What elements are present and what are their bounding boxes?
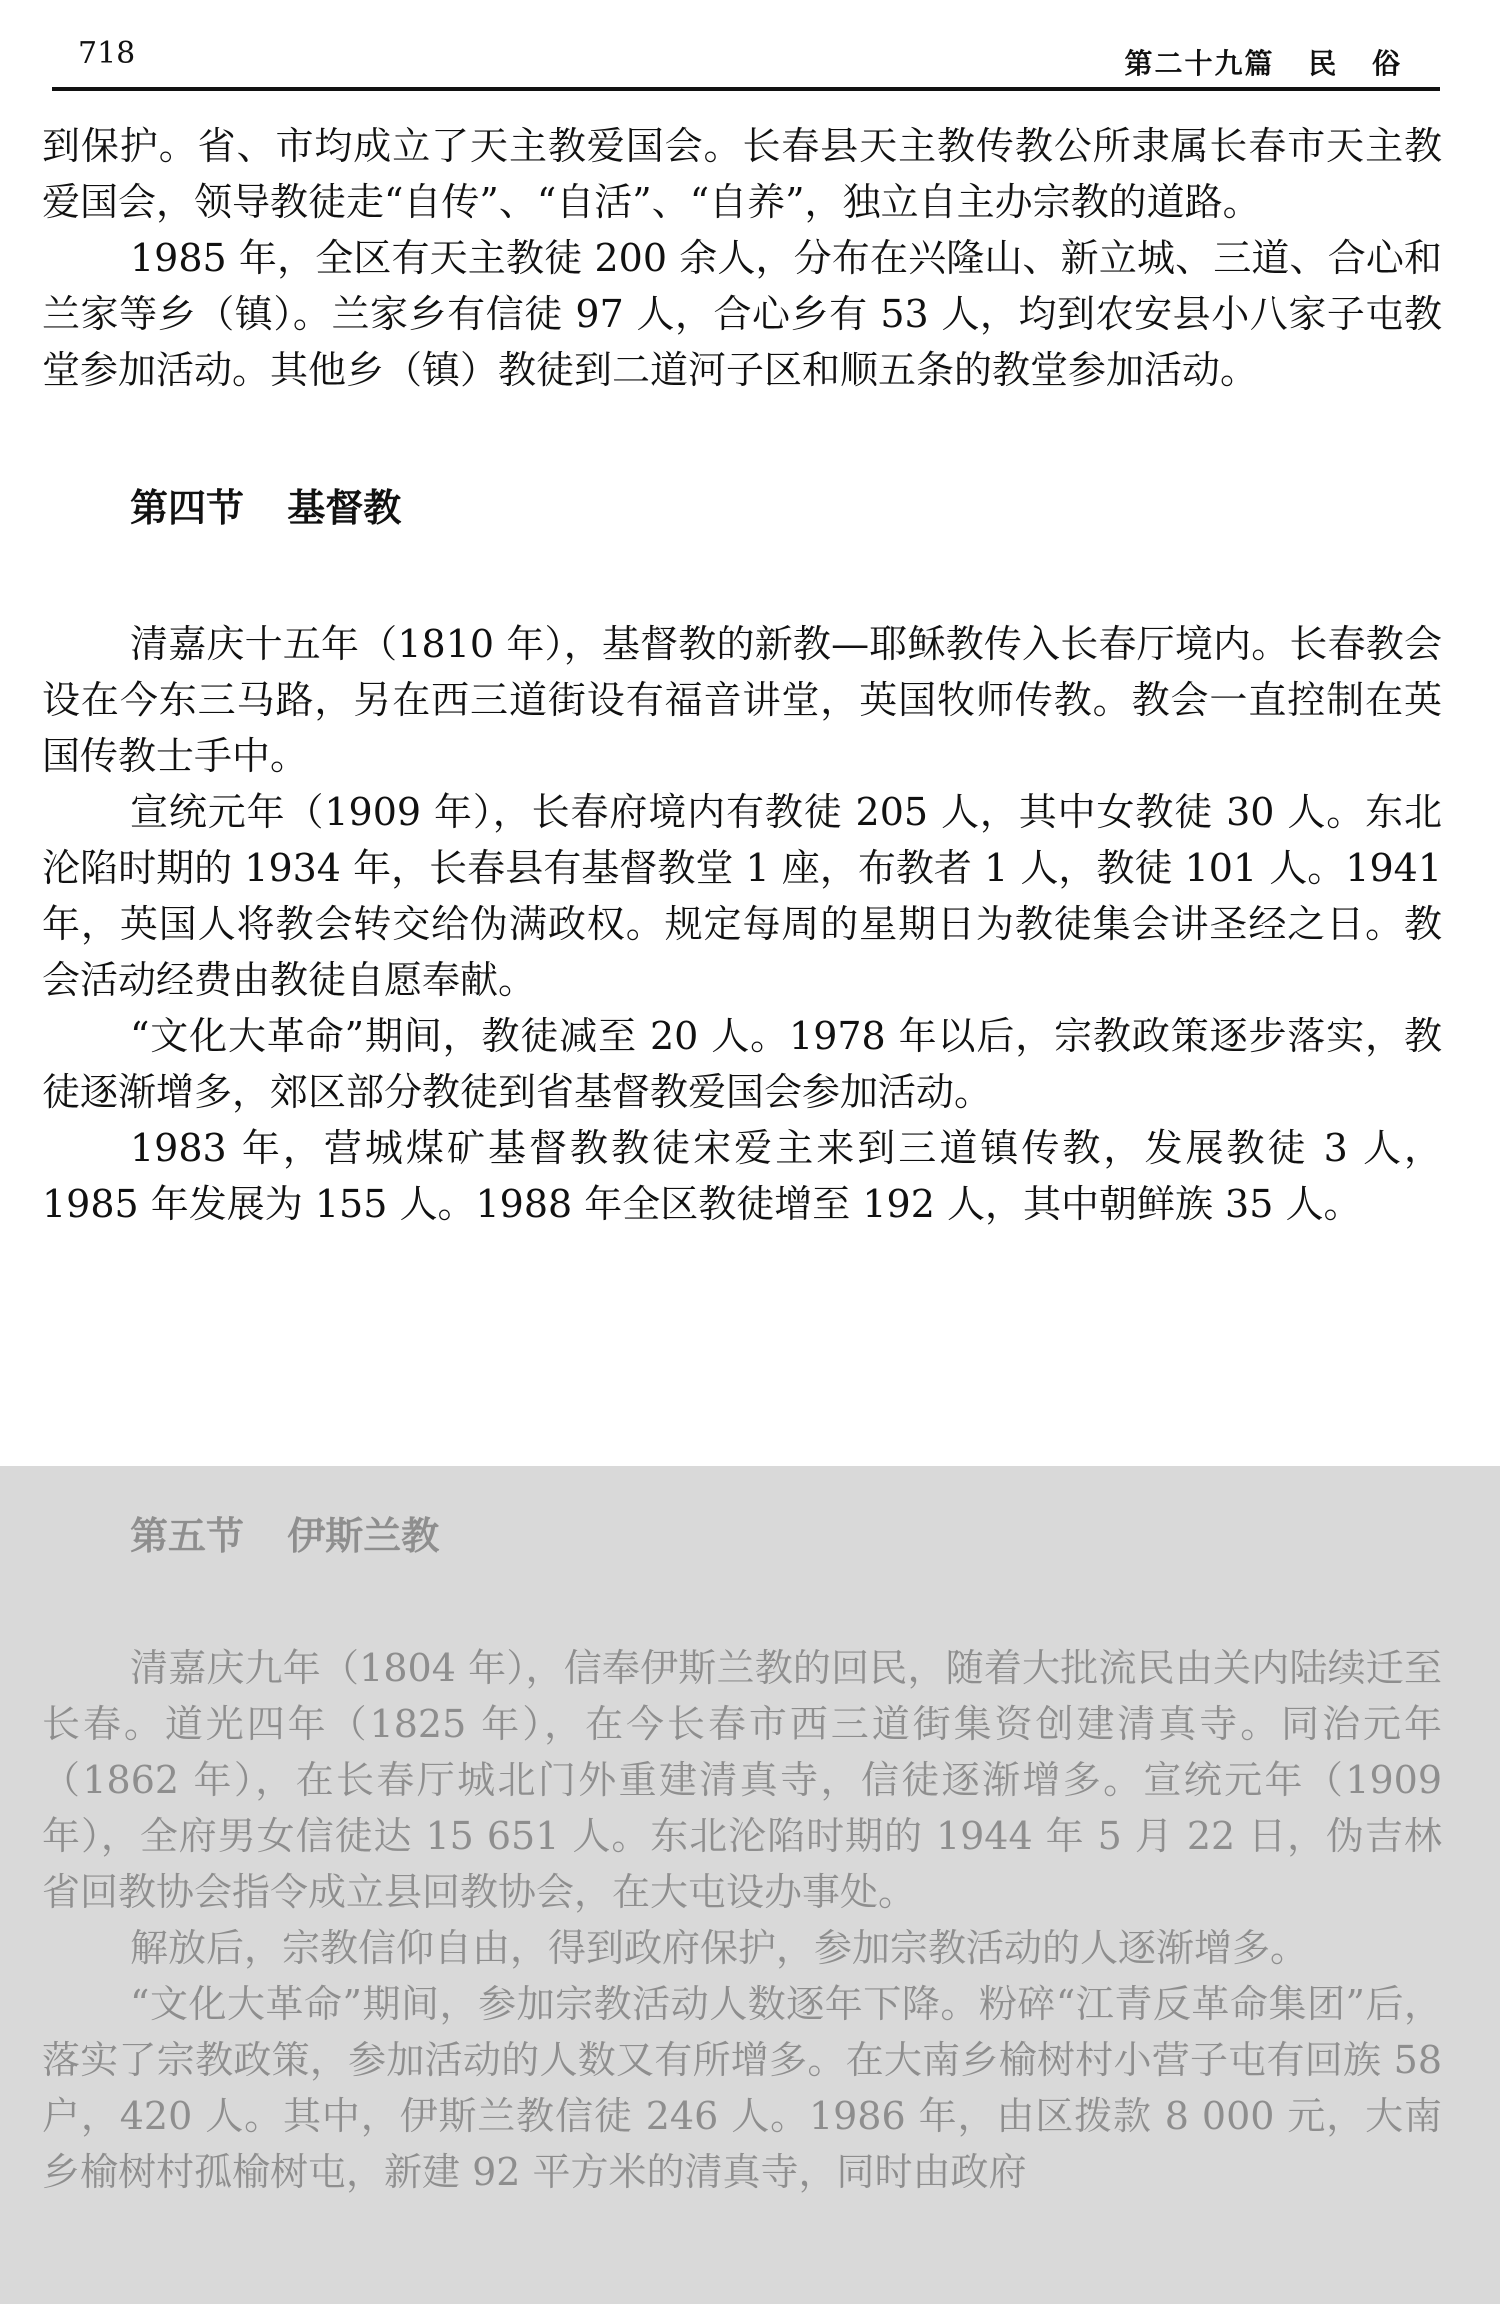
paragraph: “文化大革命”期间，教徒减至 20 人。1978 年以后，宗教政策逐步落实，教徒逐渐增多，郊区部分教徒到省基督教爱国会参加活动。 — [42, 1014, 1442, 1114]
paragraph: 宣统元年（1909 年），长春府境内有教徒 205 人，其中女教徒 30 人。东北沦陷时期的 1934 年，长春县有基督教堂 1 座，布教者 1 人，教徒 101 人。1941 年，英国人将教会转交给伪满政权。规定每周的星期日为教徒集会讲圣经之日。教会活动经费由教徒自愿奉献。 — [42, 790, 1442, 1002]
paragraph: “文化大革命”期间，参加宗教活动人数逐年下降。粉碎“江青反革命集团”后，落实了宗教政策，参加活动的人数又有所增多。在大南乡榆树村小营子屯有回族 58 户，420 人。其中，伊斯兰教信徒 246 人。1986 年，由区拨款 8 000 元，大南乡榆树村孤榆树屯，新建 92 平方米的清真寺，同时由政府 — [42, 1982, 1442, 2194]
paragraph: 清嘉庆十五年（1810 年），基督教的新教—耶稣教传入长春厅境内。长春教会设在今东三马路，另在西三道街设有福音讲堂，英国牧师传教。教会一直控制在英国传教士手中。 — [42, 622, 1442, 778]
paragraph: 1985 年，全区有天主教徒 200 余人，分布在兴隆山、新立城、三道、合心和兰家等乡（镇）。兰家乡有信徒 97 人，合心乡有 53 人，均到农安县小八家子屯教堂参加活动。其他乡（镇）教徒到二道河子区和顺五条的教堂参加活动。 — [42, 236, 1442, 392]
shaded-region — [0, 1466, 1500, 2304]
section-title: 第四节 基督教 — [130, 486, 402, 530]
paragraph: 1983 年，营城煤矿基督教教徒宋爱主来到三道镇传教，发展教徒 3 人，1985 年发展为 155 人。1988 年全区教徒增至 192 人，其中朝鲜族 35 人。 — [42, 1126, 1442, 1226]
shaded-body — [42, 1508, 1442, 2200]
running-title: 第二十九篇 民 俗 — [1124, 47, 1402, 80]
page-body — [42, 118, 1442, 1232]
section-title: 第五节 伊斯兰教 — [130, 1514, 440, 1558]
paragraph: 清嘉庆九年（1804 年），信奉伊斯兰教的回民，随着大批流民由关内陆续迁至长春。道光四年（1825 年），在今长春市西三道街集资创建清真寺。同治元年（1862 年），在长春厅城北门外重建清真寺，信徒逐渐增多。宣统元年（1909 年），全府男女信徒达 15 651 人。东北沦陷时期的 1944 年 5 月 22 日，伪吉林省回教协会指令成立县回教协会，在大屯设办事处。 — [42, 1646, 1442, 1914]
page-header — [52, 32, 1440, 91]
paragraph: 解放后，宗教信仰自由，得到政府保护，参加宗教活动的人逐渐增多。 — [130, 1926, 1309, 1970]
page-number: 718 — [78, 36, 136, 71]
paragraph: 到保护。省、市均成立了天主教爱国会。长春县天主教传教公所隶属长春市天主教爱国会，领导教徒走“自传”、“自活”、“自养”，独立自主办宗教的道路。 — [42, 124, 1442, 224]
